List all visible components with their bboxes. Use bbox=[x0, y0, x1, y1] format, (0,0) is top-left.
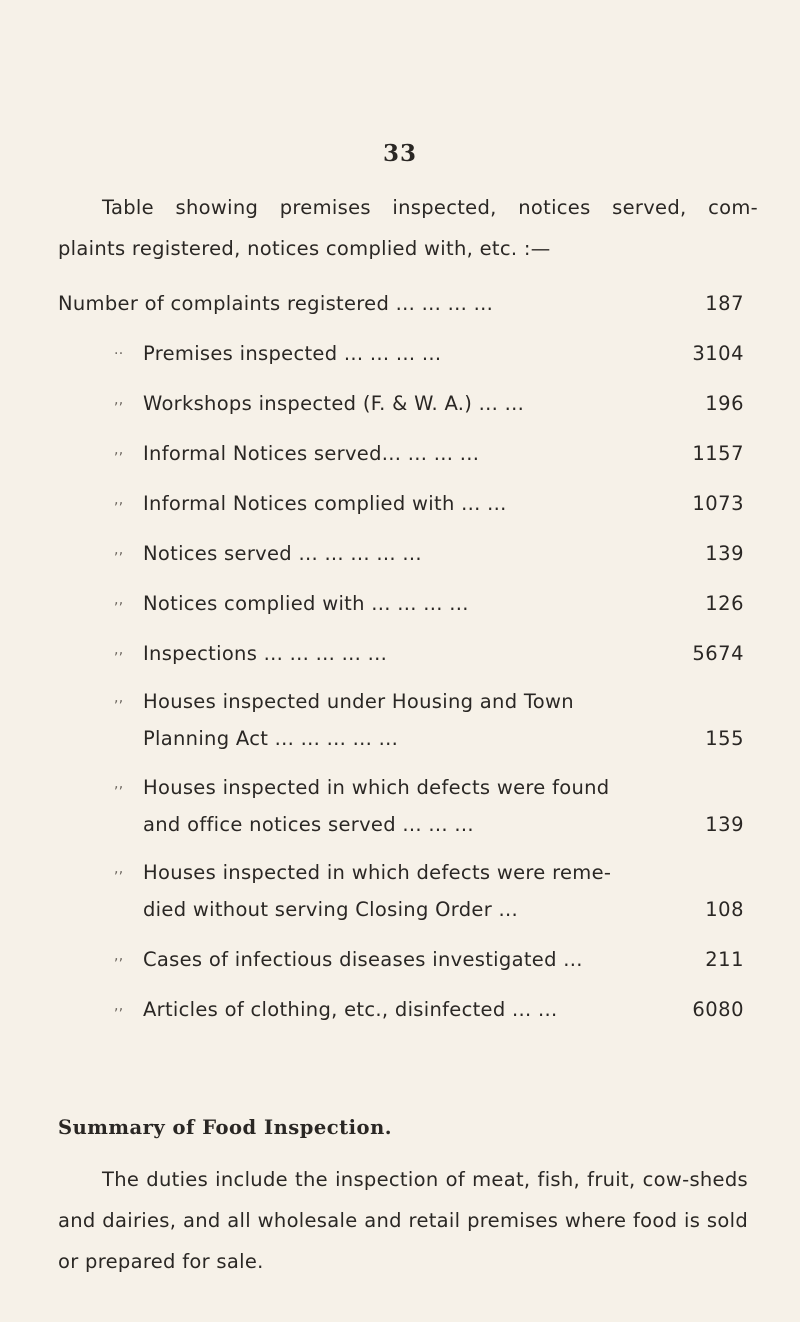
row-value: 6080 bbox=[692, 998, 744, 1021]
row-value: 1157 bbox=[692, 442, 744, 465]
row-value: 139 bbox=[705, 542, 744, 565]
row-label: Cases of infectious diseases investigated ... bbox=[143, 948, 583, 971]
row-label: Workshops inspected (F. & W. A.) ... ... bbox=[143, 392, 525, 415]
ditto-mark: ,, bbox=[114, 948, 124, 964]
page-number: 33 bbox=[382, 140, 417, 167]
ditto-mark: ,, bbox=[114, 690, 124, 706]
row-value: 1073 bbox=[692, 492, 744, 515]
intro-line-1: Table showing premises inspected, notices served, com- bbox=[102, 196, 758, 219]
intro-paragraph bbox=[58, 187, 758, 269]
row-value: 126 bbox=[705, 592, 744, 615]
ditto-mark: ,, bbox=[114, 442, 124, 458]
row-value: 211 bbox=[705, 948, 744, 971]
row-value: 196 bbox=[705, 392, 744, 415]
section-heading: Summary of Food Inspection. bbox=[58, 1116, 393, 1139]
row-label-continued: and office notices served ... ... ... bbox=[143, 813, 474, 836]
row-label: Notices complied with ... ... ... ... bbox=[143, 592, 469, 615]
ditto-mark: ,, bbox=[114, 392, 124, 408]
row-value: 5674 bbox=[692, 642, 744, 665]
row-value: 108 bbox=[705, 898, 744, 921]
ditto-mark: ,, bbox=[114, 492, 124, 508]
row-label: Number of complaints registered ... ... ... ... bbox=[58, 292, 494, 315]
ditto-mark: ,, bbox=[114, 776, 124, 792]
row-label: Houses inspected in which defects were reme- bbox=[143, 861, 612, 884]
row-label: Informal Notices complied with ... ... bbox=[143, 492, 507, 515]
row-value: 155 bbox=[705, 727, 744, 750]
row-label: Inspections ... ... ... ... ... bbox=[143, 642, 388, 665]
ditto-mark: ,, bbox=[114, 542, 124, 558]
row-label-continued: Planning Act ... ... ... ... ... bbox=[143, 727, 399, 750]
row-label: Articles of clothing, etc., disinfected ... ... bbox=[143, 998, 558, 1021]
row-label: Premises inspected ... ... ... ... bbox=[143, 342, 442, 365]
row-label: Houses inspected in which defects were found bbox=[143, 776, 610, 799]
ditto-mark: ,, bbox=[114, 861, 124, 877]
row-value: 3104 bbox=[692, 342, 744, 365]
row-label: Informal Notices served... ... ... ... bbox=[143, 442, 480, 465]
ditto-mark: ,, bbox=[114, 642, 124, 658]
intro-line-2: plaints registered, notices complied with, etc. :— bbox=[58, 237, 551, 260]
row-label: Houses inspected under Housing and Town bbox=[143, 690, 574, 713]
row-label-continued: died without serving Closing Order ... bbox=[143, 898, 519, 921]
section-paragraph: The duties include the inspection of meat, fish, fruit, cow-sheds and dairies, and all wholesale and retail premises where food is sold or prepared for sale. bbox=[58, 1168, 748, 1273]
row-label: Notices served ... ... ... ... ... bbox=[143, 542, 422, 565]
ditto-mark: .. bbox=[114, 342, 124, 358]
ditto-mark: ,, bbox=[114, 998, 124, 1014]
ditto-mark: ,, bbox=[114, 592, 124, 608]
row-value: 187 bbox=[705, 292, 744, 315]
row-value: 139 bbox=[705, 813, 744, 836]
